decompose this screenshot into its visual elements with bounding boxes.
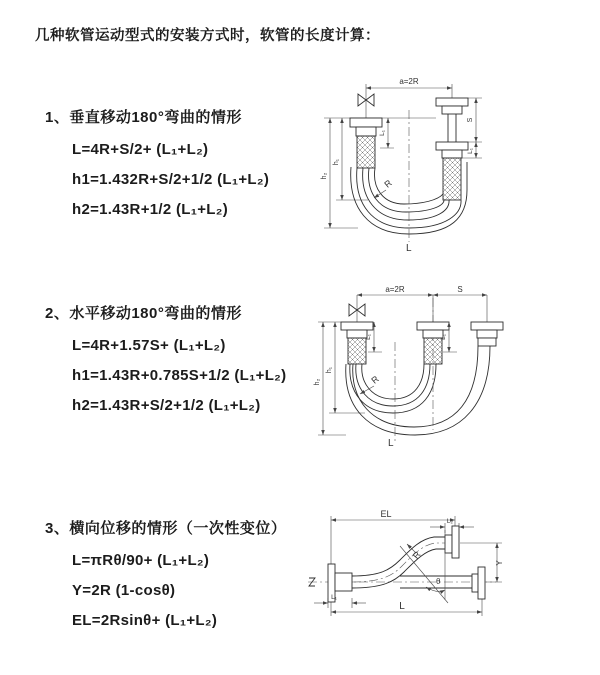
- d1-dim-label-s: S: [467, 117, 474, 123]
- d2-dim-label-l1-left: L₁: [365, 334, 372, 340]
- d3-dimensions: [314, 520, 497, 612]
- d2-dim-label-h2: h₂: [314, 378, 321, 386]
- formula-line: h1=1.432R+S/2+1/2 (L₁+L₂): [72, 171, 270, 188]
- section-2-formulas: [72, 331, 286, 421]
- formula-line: L=πRθ/90+ (L₁+L₂): [72, 552, 210, 569]
- formula-line: h1=1.43R+0.785S+1/2 (L₁+L₂): [72, 367, 287, 384]
- d1-dim-label-h2: h₂: [321, 172, 328, 180]
- section-horizontal-movement: [45, 302, 286, 421]
- page-title: 几种软管运动型式的安装方式时，软管的长度计算：: [35, 28, 380, 44]
- d2-left-pipe: [341, 322, 373, 364]
- formula-line: h2=1.43R+S/2+1/2 (L₁+L₂): [72, 397, 261, 414]
- d3-dim-label-l1: L₁: [331, 594, 337, 601]
- d1-dim-label-l1-left: L₁: [379, 130, 386, 136]
- diagram-lateral-displacement: [300, 500, 600, 650]
- d2-extension-lines: [318, 295, 487, 435]
- d1-left-pipe: [350, 118, 382, 168]
- d1-right-pipe: [436, 98, 468, 200]
- section-1-formulas: [72, 135, 269, 225]
- section-vertical-movement: [45, 106, 269, 225]
- d2-dim-label-l1-mid: L₁: [440, 334, 447, 340]
- d2-dim-label-s: S: [457, 285, 463, 294]
- d2-label-length: L: [388, 438, 394, 449]
- d1-label-radius: R: [382, 177, 394, 190]
- formula-line: L=4R+S/2+ (L₁+L₂): [72, 141, 209, 158]
- d3-right-flange: [445, 526, 459, 558]
- d3-label-theta: θ: [436, 577, 441, 586]
- d3-dim-label-el: EL: [380, 509, 392, 519]
- formula-line: L=4R+1.57S+ (L₁+L₂): [72, 337, 226, 354]
- formula-line: h2=1.43R+1/2 (L₁+L₂): [72, 201, 229, 218]
- d1-label-length: L: [406, 243, 412, 254]
- d1-dim-label-h1: h₁: [333, 158, 340, 166]
- d3-hose-curves: [352, 537, 445, 588]
- formula-line: Y=2R (1-cosθ): [72, 582, 176, 599]
- section-1-heading: 1、垂直移动180°弯曲的情形: [45, 109, 242, 126]
- d1-dim-label-l1-right: L₁: [467, 148, 474, 154]
- d2-dim-label-a2r: a=2R: [385, 285, 405, 294]
- d3-label-radius: R: [410, 549, 423, 561]
- d2-right-pipe: [471, 322, 503, 346]
- d3-dim-label-l: L: [399, 601, 405, 612]
- d3-ghost-pipe: [400, 567, 485, 599]
- d3-angle-construction: [400, 530, 448, 603]
- formula-line: EL=2Rsinθ+ (L₁+L₂): [72, 612, 218, 629]
- d2-hose-curves: [346, 346, 490, 435]
- diagram-vertical-u-bend: [310, 70, 600, 265]
- section-lateral-displacement: [45, 517, 286, 636]
- section-2-heading: 2、水平移动180°弯曲的情形: [45, 305, 242, 322]
- d1-dim-label-a2r: a=2R: [399, 77, 419, 86]
- d3-extension-lines: [328, 516, 502, 616]
- d3-dim-label-y: Y: [495, 560, 504, 566]
- d2-dimensions: [323, 295, 487, 435]
- diagram-horizontal-u-bend: [310, 282, 600, 457]
- d2-middle-pipe: [417, 322, 449, 364]
- section-3-heading: 3、横向位移的情形（一次性变位）: [45, 520, 287, 537]
- d2-dim-label-h1: h₁: [326, 366, 333, 374]
- section-3-formulas: [72, 546, 286, 636]
- d2-label-radius: R: [369, 373, 381, 386]
- d3-dim-label-l2: L₂: [446, 518, 454, 525]
